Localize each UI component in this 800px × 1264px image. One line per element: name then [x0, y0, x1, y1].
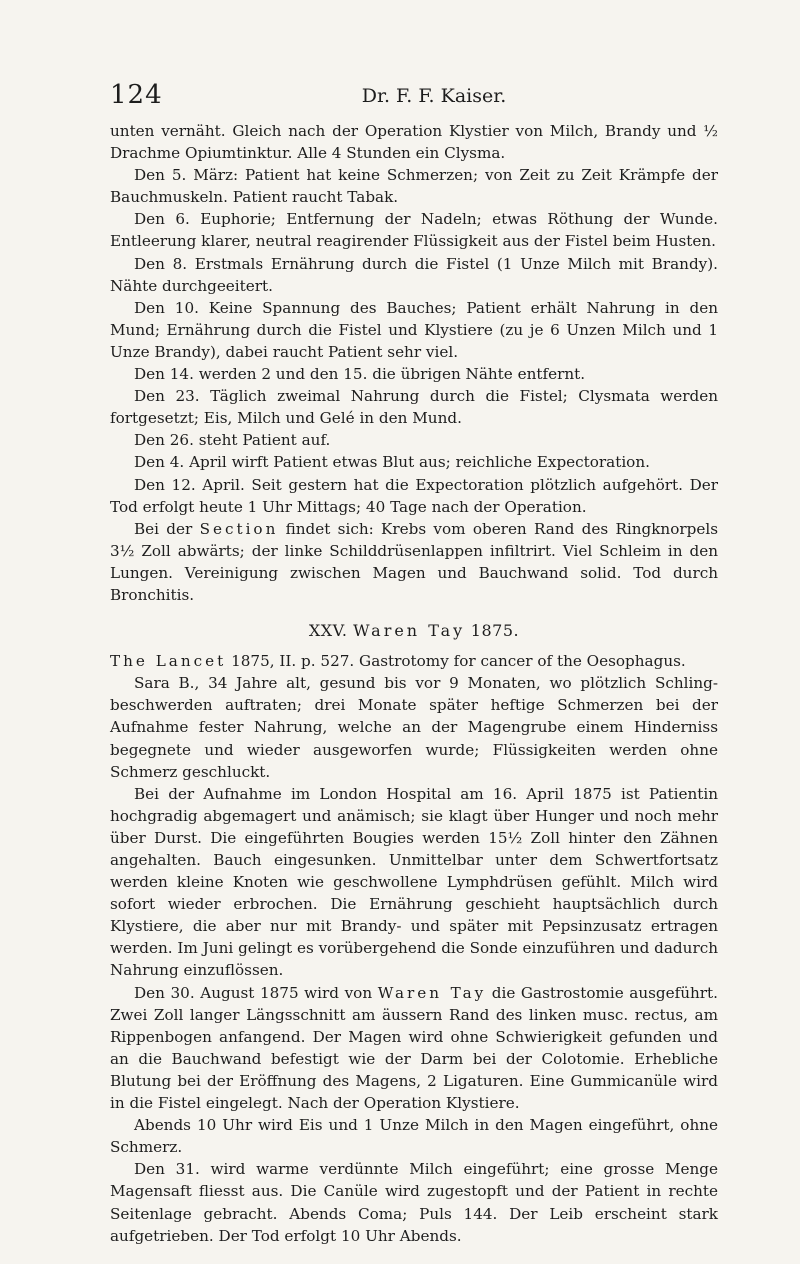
- paragraph: Den 4. April wirft Patient etwas Blut aus; reichliche Expectoration.: [134, 453, 650, 472]
- section-findings-paragraph: [110, 518, 718, 606]
- citation-details: 1875, II. p. 527. Gastrotomy for cancer of the Oesophagus.: [226, 652, 686, 671]
- page-number: 124: [110, 80, 163, 110]
- paragraph: Bei der Aufnahme im London Hospital am 16. April 1875 ist Patientin hochgradig abgemagert und anämisch; sie klagt über Hunger und noch mehr über Durst. Die eingeführten Bougies werden 15½ Zoll hinter den Zähnen angehalten. Bauch eingesunken. Unmittelbar unter dem Schwertfortsatz werden kleine Knoten wie geschwollene Lymphdrüsen gefühlt. Milch wird sofort wieder erbrochen. Die Ernährung geschieht hauptsächlich durch Klystiere, die aber nur mit Brandy- und später mit Pepsinzusatz ertragen werden. Im Juni gelingt es vorübergehend die Sonde einzuführen und dadurch Nahrung einzuflössen.: [110, 784, 718, 980]
- page-header: [110, 80, 718, 120]
- paragraph: Sara B., 34 Jahre alt, gesund bis vor 9 Monaten, wo plötzlich Schling-beschwerden auftraten; drei Monate später heftige Schmerzen bei der Aufnahme fester Nahrung, welche an der Magengrube einem Hinderniss begegnete und wieder ausgeworfen wurde; Flüssigkeiten werden ohne Schmerz geschluckt.: [110, 674, 718, 781]
- paragraph: Abends 10 Uhr wird Eis und 1 Unze Milch in den Magen eingeführt, ohne Schmerz.: [110, 1116, 718, 1157]
- case-number: XXV.: [308, 621, 348, 641]
- case-heading: [110, 620, 718, 642]
- spaced-name: Waren Tay: [377, 983, 487, 1002]
- case-author: Waren Tay: [353, 621, 466, 641]
- paragraph: Den 6. Euphorie; Entfernung der Nadeln; etwas Röthung der Wunde. Entleerung klarer, neutral reagirender Flüssigkeit aus der Fistel beim Husten.: [110, 210, 718, 251]
- paragraph: Den 10. Keine Spannung des Bauches; Patient erhält Nahrung in den Mund; Ernährung durch die Fistel und Klystiere (zu je 6 Unzen Milch und 1 Unze Brandy), dabei raucht Patient sehr viel.: [110, 298, 718, 361]
- case-year: 1875.: [470, 621, 520, 641]
- paragraph: Den 12. April. Seit gestern hat die Expectoration plötzlich aufgehört. Der Tod erfolgt heute 1 Uhr Mittags; 40 Tage nach der Operation.: [110, 475, 718, 516]
- text-run: die Gastrostomie ausgeführt. Zwei Zoll langer Längsschnitt am äussern Rand des linken musc. rectus, am Rippenbogen anfangend. Der Magen wird ohne Schwierigkeit gefunden und an die Bauchwand befestigt wie der Darm bei der Colotomie. Erhebliche Blutung bei der Eröffnung des Magens, 2 Ligaturen. Eine Gummicanüle wird in die Fistel eingelegt. Nach der Operation Klystiere.: [110, 983, 718, 1113]
- paragraph: Den 14. werden 2 und den 15. die übrigen Nähte entfernt.: [134, 365, 586, 384]
- paragraph: unten vernäht. Gleich nach der Operation Klystier von Milch, Brandy und ½ Drachme Opiumtinktur. Alle 4 Stunden ein Clysma.: [110, 122, 718, 163]
- body-text: [110, 120, 718, 1247]
- spaced-term: Section: [199, 519, 279, 538]
- journal-name: The Lancet: [110, 652, 227, 671]
- paragraph: Den 23. Täglich zweimal Nahrung durch die Fistel; Clysmata werden fortgesetzt; Eis, Milch und Gelé in den Mund.: [110, 387, 718, 428]
- paragraph: Den 5. März: Patient hat keine Schmerzen; von Zeit zu Zeit Krämpfe der Bauchmuskeln. Patient raucht Tabak.: [110, 166, 718, 207]
- operation-paragraph: [110, 982, 718, 1115]
- text-run: Bei der: [134, 519, 200, 538]
- citation: [110, 650, 718, 672]
- running-head: Dr. F. F. Kaiser.: [361, 85, 507, 107]
- text-run: Den 30. August 1875 wird von: [134, 983, 378, 1002]
- paragraph: Den 8. Erstmals Ernährung durch die Fistel (1 Unze Milch mit Brandy). Nähte durchgeeitert.: [110, 254, 718, 295]
- text-run: findet sich: Krebs vom oberen Rand des Ringknorpels 3½ Zoll abwärts; der linke Schilddrüsenlappen infiltrirt. Viel Schleim in den Lungen. Vereinigung zwischen Magen und Bauchwand solid. Tod durch Bronchitis.: [110, 519, 718, 604]
- paragraph: Den 26. steht Patient auf.: [134, 431, 331, 450]
- paragraph: Den 31. wird warme verdünnte Milch eingeführt; eine grosse Menge Magensaft fliesst aus. Die Canüle wird zugestopft und der Patient in rechte Seitenlage gebracht. Abends Coma; Puls 144. Der Leib erscheint stark aufgetrieben. Der Tod erfolgt 10 Uhr Abends.: [110, 1160, 718, 1245]
